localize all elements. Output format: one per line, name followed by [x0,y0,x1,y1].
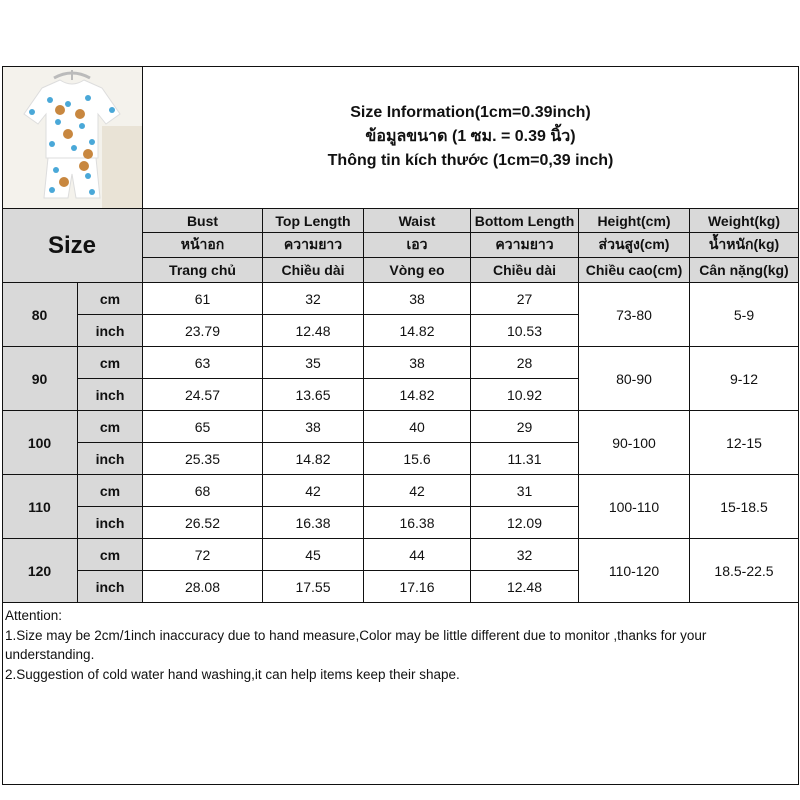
value-inch: 25.35 [143,443,263,475]
weight-range: 12-15 [690,411,799,475]
header-4-th: ความยาว [471,233,579,258]
size-chart [2,66,799,785]
height-range: 80-90 [579,347,690,411]
value-cm: 40 [364,411,471,443]
value-inch: 12.09 [471,507,579,539]
height-range: 100-110 [579,475,690,539]
weight-range: 9-12 [690,347,799,411]
size-cell: 80 [2,283,78,347]
value-inch: 28.08 [143,571,263,603]
value-inch: 14.82 [263,443,364,475]
value-cm: 38 [364,283,471,315]
header-4-en: Bottom Length [471,209,579,233]
value-cm: 27 [471,283,579,315]
product-photo [2,66,143,209]
value-cm: 45 [263,539,364,571]
size-cell: 90 [2,347,78,411]
value-inch: 14.82 [364,315,471,347]
value-cm: 61 [143,283,263,315]
header-6-th: น้ำหนัก(kg) [690,233,799,258]
value-inch: 12.48 [263,315,364,347]
value-cm: 44 [364,539,471,571]
value-inch: 17.16 [364,571,471,603]
height-range: 90-100 [579,411,690,475]
value-inch: 10.53 [471,315,579,347]
unit-cm: cm [78,411,143,443]
notes-line-1: 1.Size may be 2cm/1inch inaccuracy due to hand measure,Color may be little different due to monitor ,thanks for your understanding. [5,627,707,662]
unit-inch: inch [78,379,143,411]
height-range: 110-120 [579,539,690,603]
value-cm: 29 [471,411,579,443]
title-vi: Thông tin kích thước (1cm=0,39 inch) [327,152,614,169]
value-inch: 15.6 [364,443,471,475]
value-cm: 35 [263,347,364,379]
size-cell: 110 [2,475,78,539]
value-inch: 26.52 [143,507,263,539]
value-inch: 13.65 [263,379,364,411]
value-cm: 38 [364,347,471,379]
title-en: Size Information(1cm=0.39inch) [350,104,591,121]
unit-cm: cm [78,347,143,379]
unit-inch: inch [78,443,143,475]
value-cm: 28 [471,347,579,379]
weight-range: 18.5-22.5 [690,539,799,603]
header-2-en: Top Length [263,209,364,233]
notes-line-2: 2.Suggestion of cold water hand washing,it can help items keep their shape. [5,666,460,682]
value-cm: 38 [263,411,364,443]
header-3-th: เอว [364,233,471,258]
height-range: 73-80 [579,283,690,347]
header-2-vi: Chiều dài [263,258,364,283]
unit-inch: inch [78,315,143,347]
weight-range: 5-9 [690,283,799,347]
header-6-en: Weight(kg) [690,209,799,233]
size-cell: 100 [2,411,78,475]
attention-notes [2,604,799,785]
value-cm: 68 [143,475,263,507]
size-cell: 120 [2,539,78,603]
value-inch: 10.92 [471,379,579,411]
header-1-th: หน้าอก [143,233,263,258]
notes-heading: Attention: [5,608,63,623]
title-th: ข้อมูลขนาด (1 ซม. = 0.39 นิ้ว) [365,128,576,145]
value-cm: 72 [143,539,263,571]
unit-cm: cm [78,283,143,315]
value-inch: 17.55 [263,571,364,603]
header-5-vi: Chiều cao(cm) [579,258,690,283]
header-4-vi: Chiều dài [471,258,579,283]
value-cm: 42 [263,475,364,507]
header-2-th: ความยาว [263,233,364,258]
value-inch: 23.79 [143,315,263,347]
value-inch: 12.48 [471,571,579,603]
header-5-en: Height(cm) [579,209,690,233]
value-inch: 11.31 [471,443,579,475]
unit-inch: inch [78,507,143,539]
value-cm: 32 [471,539,579,571]
header-3-vi: Vòng eo [364,258,471,283]
unit-cm: cm [78,475,143,507]
title-block [143,66,799,209]
value-inch: 24.57 [143,379,263,411]
weight-range: 15-18.5 [690,475,799,539]
header-1-vi: Trang chủ [143,258,263,283]
value-inch: 16.38 [263,507,364,539]
unit-inch: inch [78,571,143,603]
header-1-en: Bust [143,209,263,233]
header-6-vi: Cân nặng(kg) [690,258,799,283]
header-3-en: Waist [364,209,471,233]
header-5-th: ส่วนสูง(cm) [579,233,690,258]
value-cm: 31 [471,475,579,507]
unit-cm: cm [78,539,143,571]
value-cm: 65 [143,411,263,443]
value-cm: 42 [364,475,471,507]
value-inch: 16.38 [364,507,471,539]
size-header: Size [2,209,143,283]
value-cm: 32 [263,283,364,315]
value-inch: 14.82 [364,379,471,411]
kids-pajama-illustration [2,66,143,209]
value-cm: 63 [143,347,263,379]
